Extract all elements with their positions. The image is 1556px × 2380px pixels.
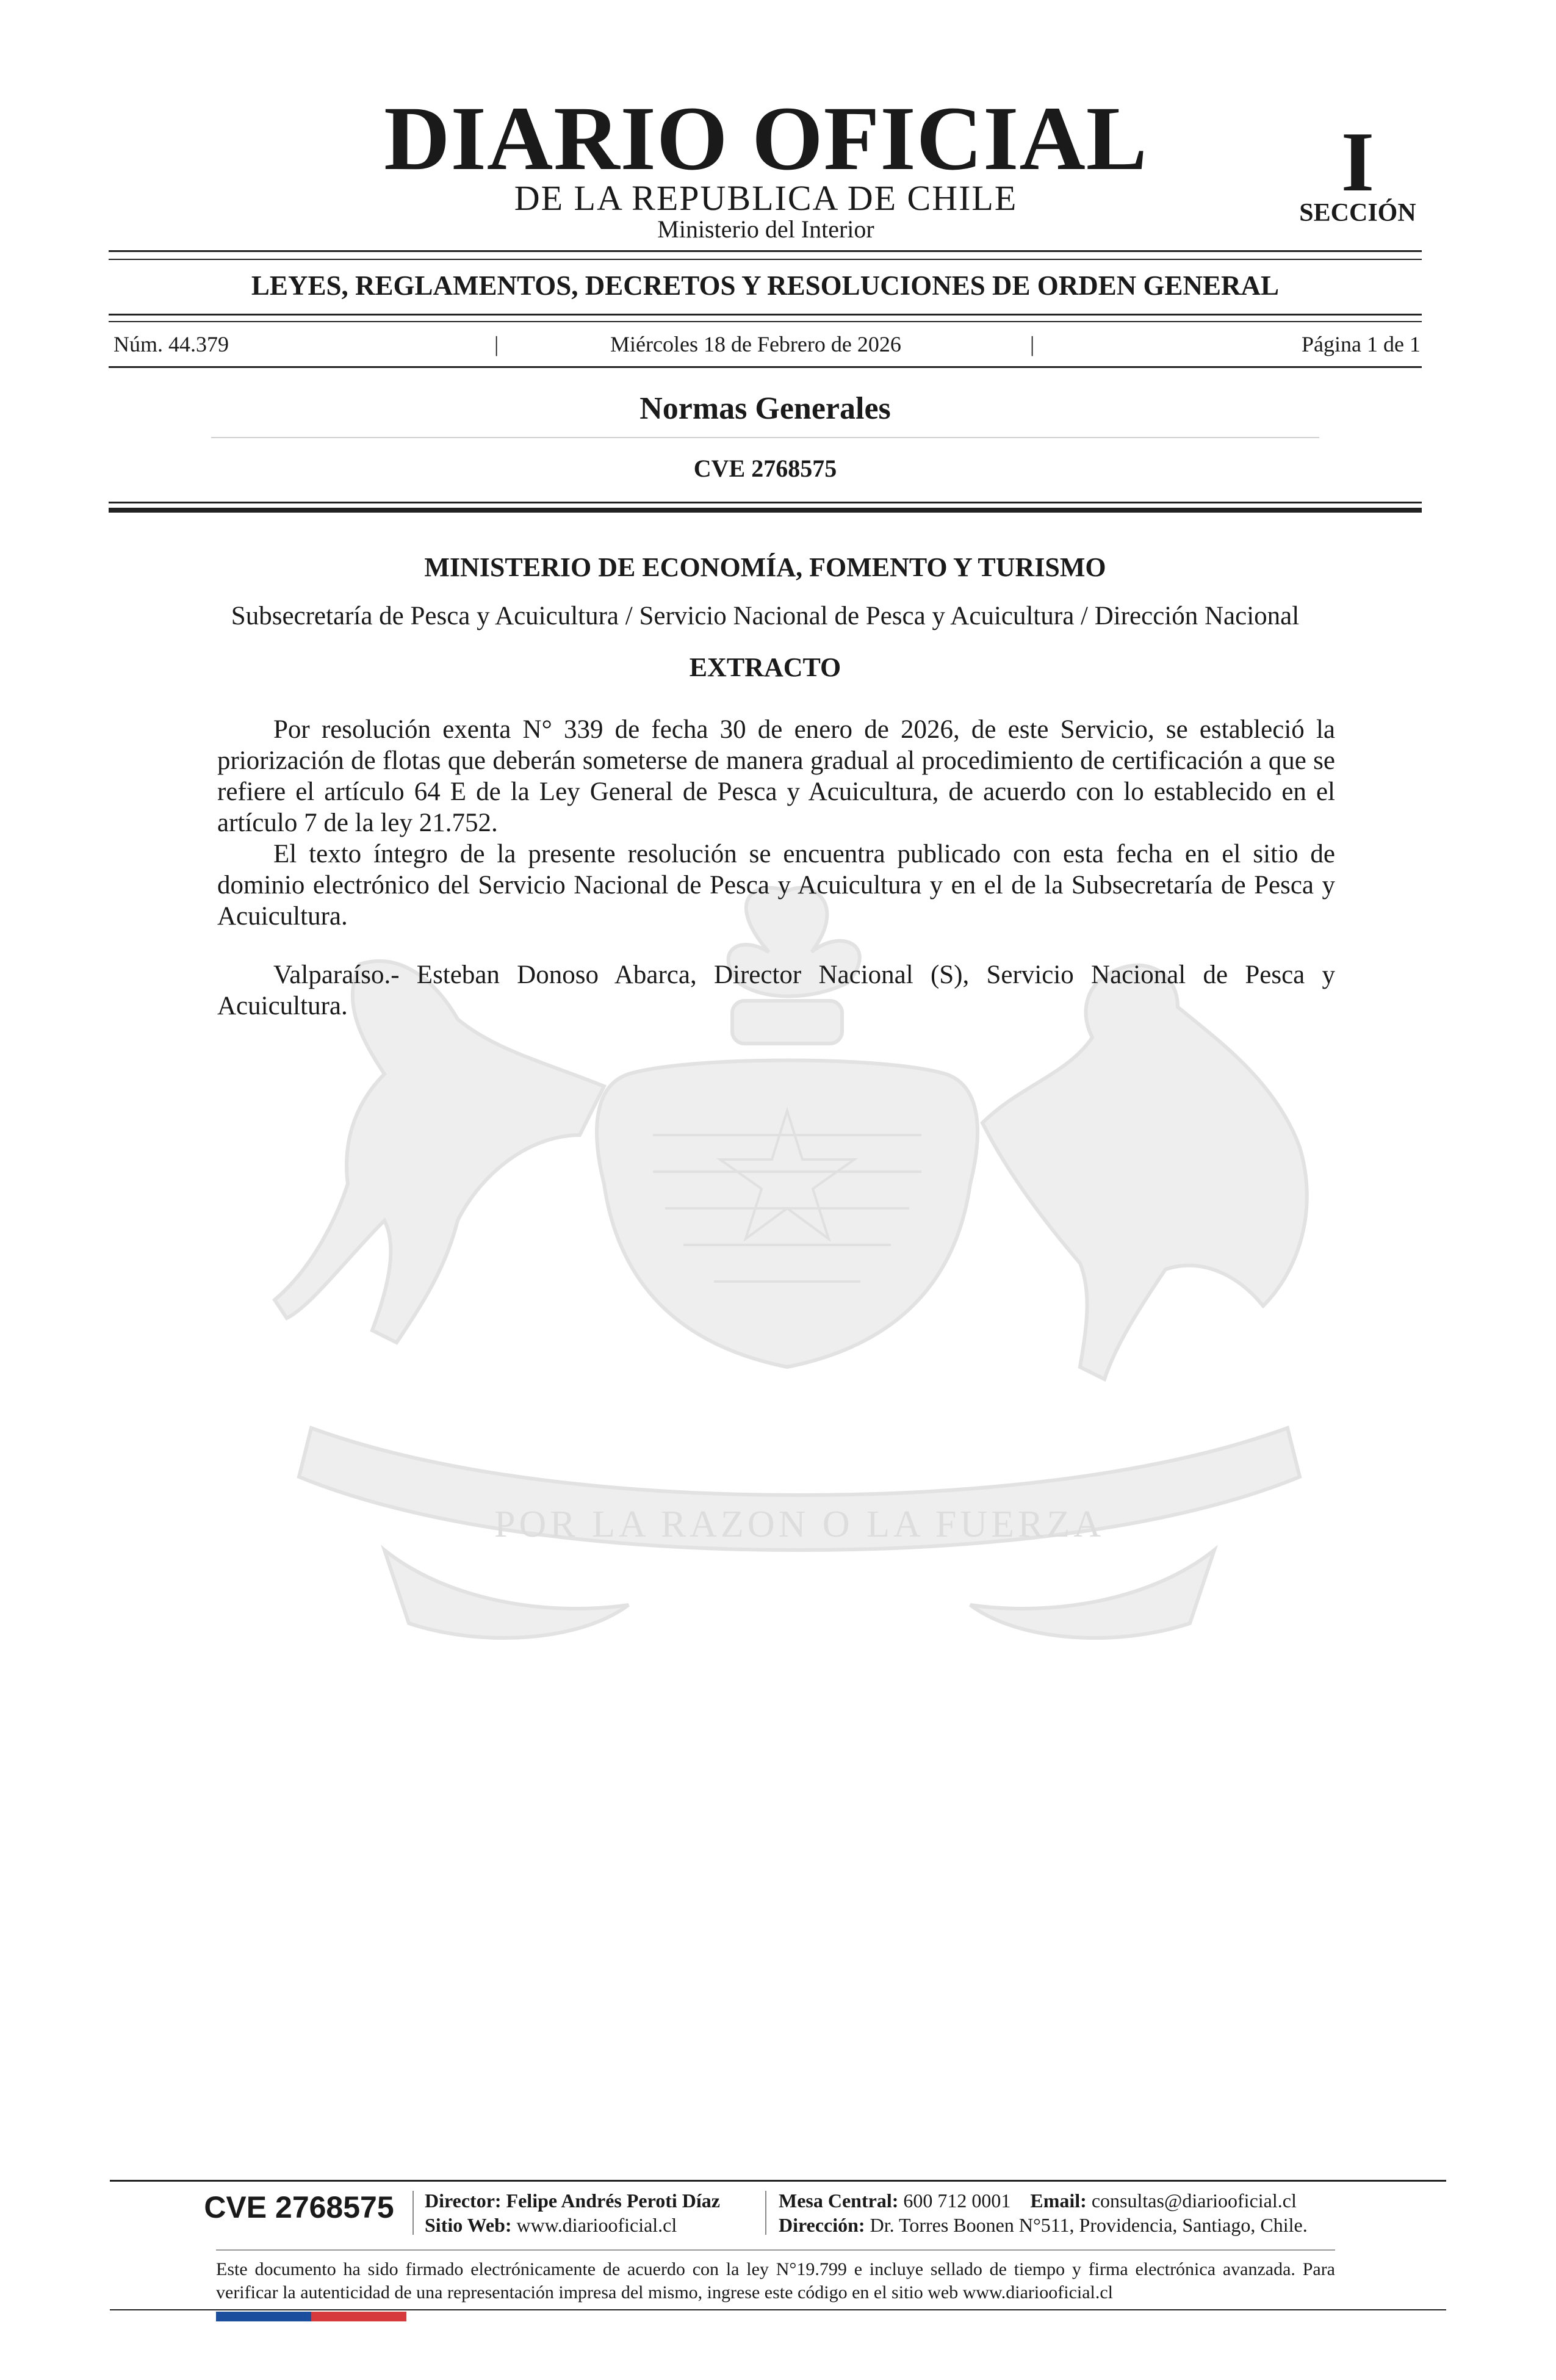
subsecretaria-line: Subsecretaría de Pesca y Acuicultura / Servicio Nacional de Pesca y Acuicultura / Dirección Nacional bbox=[231, 602, 1300, 630]
director-name: Felipe Andrés Peroti Díaz bbox=[506, 2190, 720, 2212]
body-paragraph: El texto íntegro de la presente resolución se encuentra publicado con esta fecha en el sitio de dominio electrónico del Servicio Nacional de Pesca y Acuicultura y en el de la Subsecretaría de Pesca y Acuicultura. bbox=[217, 840, 1335, 931]
divider bbox=[109, 250, 1422, 252]
meta-separator: | bbox=[494, 332, 499, 356]
footer-separator bbox=[412, 2191, 414, 2235]
web-link[interactable]: www.diariooficial.cl bbox=[516, 2214, 677, 2236]
flag-stripe-red bbox=[311, 2312, 406, 2321]
address-value: Dr. Torres Boonen N°511, Providencia, Santiago, Chile. bbox=[870, 2214, 1308, 2236]
email-label: Email: bbox=[1030, 2190, 1087, 2212]
issue-date: Miércoles 18 de Febrero de 2026 bbox=[610, 332, 901, 356]
cve-code: CVE 2768575 bbox=[693, 455, 837, 482]
section-label: SECCIÓN bbox=[1299, 199, 1416, 227]
meta-separator: | bbox=[1030, 332, 1035, 356]
address-label: Dirección: bbox=[779, 2214, 865, 2236]
footer-contact-block bbox=[779, 2188, 1308, 2237]
body-paragraph: Por resolución exenta N° 339 de fecha 30 de enero de 2026, de este Servicio, se estableció la priorización de flotas que deberán someterse de manera gradual al procedimiento de certificación a que se refiere el artículo 64 E de la Ley General de Pesca y Acuicultura, de acuerdo con lo establecido en el artículo 7 de la ley 21.752. bbox=[217, 715, 1335, 837]
footer-legal-notice: Este documento ha sido firmado electrónicamente de acuerdo con la ley N°19.799 e incluye sellado de tiempo y firma electrónica avanzada. Para verificar la autenticidad de una representación impresa del mismo, ingrese este código en el sitio web www.diariooficial.cl bbox=[216, 2259, 1335, 2302]
footer-separator bbox=[765, 2191, 766, 2235]
mesa-phone: 600 712 0001 bbox=[903, 2190, 1011, 2212]
footer-director-block bbox=[425, 2188, 720, 2237]
page-indicator: Página 1 de 1 bbox=[1302, 332, 1421, 356]
email-link[interactable]: consultas@diariooficial.cl bbox=[1091, 2190, 1297, 2212]
ministry-heading: MINISTERIO DE ECONOMÍA, FOMENTO Y TURISMO bbox=[424, 552, 1106, 582]
section-numeral: I bbox=[1341, 115, 1375, 209]
signature-paragraph: Valparaíso.- Esteban Donoso Abarca, Director Nacional (S), Servicio Nacional de Pesca y Acuicultura. bbox=[217, 961, 1335, 1020]
divider bbox=[109, 366, 1422, 368]
divider bbox=[109, 314, 1422, 316]
divider bbox=[109, 321, 1422, 322]
masthead-ministry: Ministerio del Interior bbox=[657, 215, 874, 243]
issue-number: Núm. 44.379 bbox=[113, 332, 229, 356]
category-heading: LEYES, REGLAMENTOS, DECRETOS Y RESOLUCIONES DE ORDEN GENERAL bbox=[251, 270, 1280, 301]
divider bbox=[109, 508, 1422, 513]
director-label: Director: bbox=[425, 2190, 502, 2212]
extract-heading: EXTRACTO bbox=[689, 652, 841, 682]
footer-divider bbox=[110, 2180, 1446, 2182]
divider bbox=[211, 437, 1319, 438]
masthead-title: DIARIO OFICIAL bbox=[384, 88, 1148, 189]
divider bbox=[109, 502, 1422, 503]
footer-cve-code: CVE 2768575 bbox=[204, 2190, 394, 2224]
web-label: Sitio Web: bbox=[425, 2214, 512, 2236]
flag-stripe-blue bbox=[216, 2312, 311, 2321]
divider bbox=[109, 259, 1422, 260]
masthead-subtitle: DE LA REPUBLICA DE CHILE bbox=[514, 178, 1018, 218]
section-title: Normas Generales bbox=[639, 391, 891, 426]
footer-divider bbox=[110, 2309, 1446, 2310]
mesa-label: Mesa Central: bbox=[779, 2190, 899, 2212]
watermark-motto: POR LA RAZON O LA FUERZA bbox=[494, 1504, 1105, 1545]
footer-thin-divider bbox=[216, 2249, 1335, 2251]
